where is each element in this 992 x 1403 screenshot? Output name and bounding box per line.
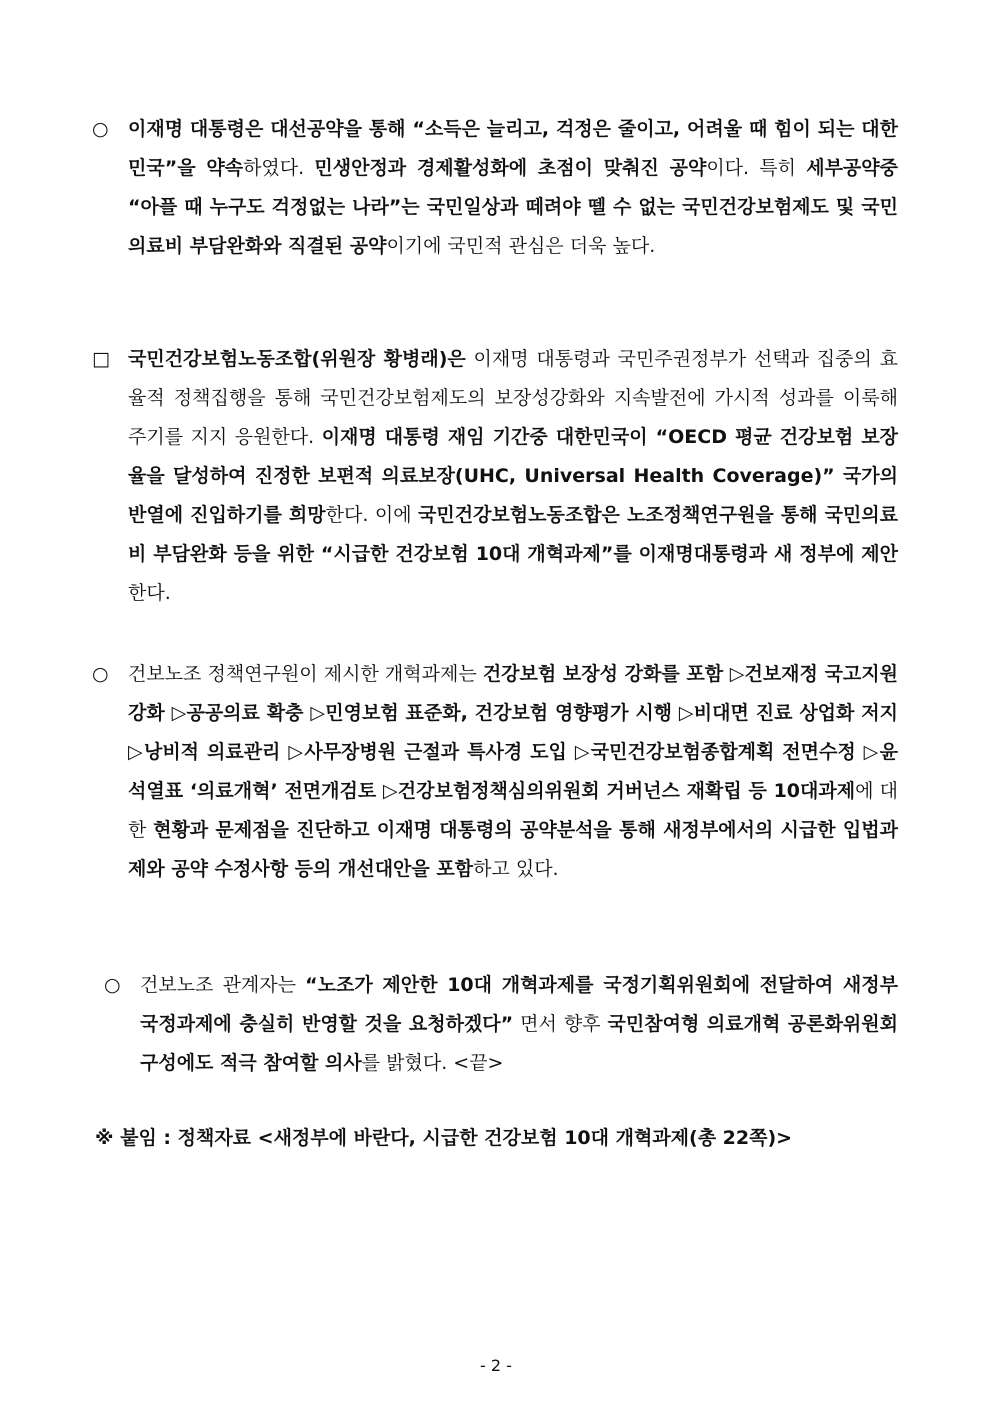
text-normal: 한다. 이에 <box>325 504 419 526</box>
square-bullet-icon: □ <box>92 348 110 370</box>
text-bold: 국민건강보험노동조합은 노조정책연구원을 통해 국민의료비 부담완화 등을 위한 “시급한 건강보험 10대 개혁과제”를 이재명대통령과 새 정부에 제안 <box>128 504 898 565</box>
text-normal: 이기에 국민적 관심은 더욱 높다. <box>386 235 656 257</box>
text-normal: 한다. <box>128 582 171 604</box>
text-normal: 를 밝혔다. <끝> <box>361 1052 504 1074</box>
paragraph-pledge-text <box>92 110 898 266</box>
text-bold: 세부공약중 “아플 때 누구도 걱정없는 나라”는 국민일상과 떼려야 뗄 수 없는 국민건강보험제도 및 국민의료비 부담완화와 직결된 공약 <box>128 157 898 257</box>
text-bold: 이재명 대통령은 대선공약을 통해 “소득은 늘리고, 걱정은 줄이고, 어려울 때 힘이 되는 대한민국”을 약속 <box>128 118 898 179</box>
paragraph-union-support-text <box>92 340 898 613</box>
text-bold: “노조가 제안한 10대 개혁과제를 국정기획위원회에 전달하여 새정부 국정과제에 충실히 반영할 것을 요청하겠다” <box>140 974 898 1035</box>
circle-bullet-icon: ○ <box>92 118 109 140</box>
paragraph-reform-tasks-text <box>92 655 898 889</box>
text-normal: 건보노조 정책연구원이 제시한 개혁과제는 <box>128 663 483 685</box>
page-number: - 2 - <box>480 1356 512 1375</box>
paragraph-official-remark-text <box>104 966 898 1083</box>
text-bold: 국민건강보험노동조합(위원장 황병래)은 <box>128 348 466 370</box>
text-bold: 현황과 문제점을 진단하고 이재명 대통령의 공약분석을 통해 새정부에서의 시급한 입법과제와 공약 수정사항 등의 개선대안을 포함 <box>128 819 898 880</box>
paragraph-official-remark <box>104 966 898 1083</box>
paragraph-pledge <box>92 110 898 266</box>
circle-bullet-icon: ○ <box>92 663 109 685</box>
text-bold: 건강보험 보장성 강화를 포함 ▷건보재정 국고지원강화 ▷공공의료 확충 ▷민영보험 표준화, 건강보험 영향평가 시행 ▷비대면 진료 상업화 저지 ▷낭비적 의료관리 ▷사무장병원 근절과 특사경 도입 ▷국민건강보험종합계획 전면수정 ▷윤석열표 ‘의료개혁’ 전면개검토 ▷건강보험정책심의위원회 거버넌스 재확립 등 10대과제 <box>128 663 898 802</box>
text-bold: 국민참여형 의료개혁 공론화위원회 구성에도 적극 참여할 의사 <box>140 1013 898 1074</box>
text-normal: 에 대한 <box>128 780 898 841</box>
text-normal: 면서 향후 <box>513 1013 608 1035</box>
text-normal: 하고 있다. <box>473 858 559 880</box>
circle-bullet-icon: ○ <box>104 974 121 996</box>
paragraph-union-support <box>92 340 898 613</box>
paragraph-reform-tasks <box>92 655 898 889</box>
text-normal: 하였다. <box>243 157 315 179</box>
text-bold: 민생안정과 경제활성화에 초점이 맞춰진 공약 <box>314 157 707 179</box>
attachment-note: ※ 붙임 : 정책자료 <새정부에 바란다, 시급한 건강보험 10대 개혁과제(총 22쪽)> <box>95 1127 793 1149</box>
text-normal: 이다. 특히 <box>706 157 807 179</box>
text-bold: 이재명 대통령 재임 기간중 대한민국이 “OECD 평균 건강보험 보장율을 달성하여 진정한 보편적 의료보장(UHC, Universal Health Coverage)” 국가의 반열에 진입하기를 희망 <box>128 426 898 526</box>
text-normal: 이재명 대통령과 국민주권정부가 선택과 집중의 효율적 정책집행을 통해 국민건강보험제도의 보장성강화와 지속발전에 가시적 성과를 이룩해 주기를 지지 응원한다. <box>128 348 898 448</box>
text-normal: 건보노조 관계자는 <box>140 974 306 996</box>
